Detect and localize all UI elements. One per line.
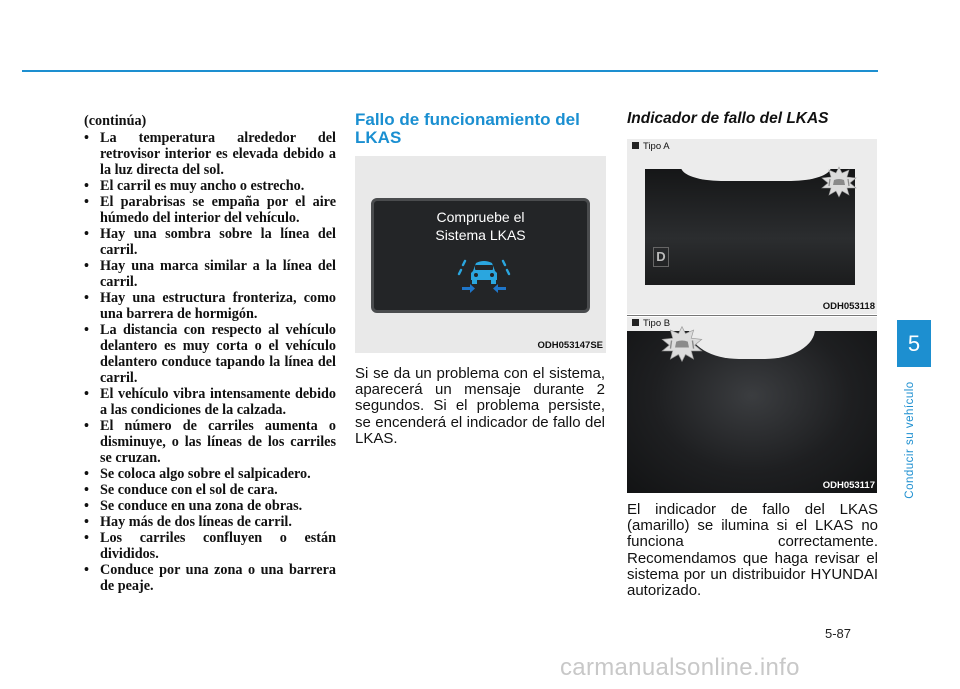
- cluster-message-screen: [371, 198, 590, 313]
- square-bullet-icon: [632, 142, 639, 149]
- condition-item: • El número de carriles aumenta o disminuye, o las líneas de los carriles se cruzan.: [84, 418, 336, 466]
- condition-item: • Hay más de dos líneas de carril.: [84, 514, 336, 530]
- message-line-1: Compruebe el: [436, 209, 525, 225]
- lkas-fault-warning-icon: [660, 325, 704, 363]
- conditions-column: [84, 113, 336, 594]
- display-top-cutout: [681, 167, 831, 181]
- condition-item: • Conduce por una zona o una barrera de peaje.: [84, 562, 336, 594]
- chapter-tab: 5: [897, 320, 931, 367]
- conditions-list: [84, 130, 336, 594]
- type-a-text: Tipo A: [643, 141, 670, 152]
- type-b-figure: [627, 317, 877, 493]
- section-heading-indicator: Indicador de fallo del LKAS: [627, 110, 829, 127]
- figure-separator: [627, 315, 877, 316]
- lkas-lane-icon: [456, 257, 512, 297]
- indicator-paragraph: El indicador de fallo del LKAS (amarillo) se ilumina si el LKAS no funciona correctamente. Recomendamos que haga revisar el sistema por un distribuidor HYUNDAI autorizado.: [627, 501, 878, 600]
- condition-item: • La temperatura alrededor del retrovisor interior es elevada debido a la luz directa del sol.: [84, 130, 336, 178]
- square-bullet-icon: [632, 319, 639, 326]
- type-b-text: Tipo B: [643, 318, 671, 329]
- gear-indicator: D: [653, 247, 669, 267]
- condition-item: • El carril es muy ancho o estrecho.: [84, 178, 336, 194]
- lkas-message-figure: [355, 156, 606, 353]
- condition-item: • Los carriles confluyen o están divididos.: [84, 530, 336, 562]
- condition-item: • La distancia con respecto al vehículo delantero es muy corta o el vehículo delantero conduce tapando la línea del carril.: [84, 322, 336, 386]
- watermark: carmanualsonline.info: [560, 654, 800, 681]
- display-top-cutout: [689, 329, 815, 359]
- condition-item: • El parabrisas se empaña por el aire húmedo del interior del vehículo.: [84, 194, 336, 226]
- condition-item: • Hay una sombra sobre la línea del carril.: [84, 226, 336, 258]
- type-b-caption: ODH053117: [822, 480, 875, 491]
- section-heading-malfunction: Fallo de funcionamiento del LKAS: [355, 110, 580, 147]
- condition-item: • Se conduce con el sol de cara.: [84, 482, 336, 498]
- condition-item: • Hay una estructura fronteriza, como una barrera de hormigón.: [84, 290, 336, 322]
- type-a-caption: ODH053118: [822, 301, 875, 312]
- header-rule: [22, 70, 878, 72]
- chapter-side-label: [904, 370, 924, 510]
- lkas-fault-warning-icon: [820, 166, 858, 198]
- condition-item: • El vehículo vibra intensamente debido a las condiciones de la calzada.: [84, 386, 336, 418]
- malfunction-paragraph: Si se da un problema con el sistema, aparecerá un mensaje durante 2 segundos. Si el problema persiste, se encenderá el indicador de fallo del LKAS.: [355, 365, 605, 447]
- type-a-label: [632, 141, 670, 152]
- message-line-2: Sistema LKAS: [435, 227, 526, 243]
- type-a-figure: [627, 139, 877, 314]
- page-number: 5-87: [825, 626, 852, 641]
- chapter-side-text: Conducir su vehículo: [904, 381, 916, 499]
- condition-item: • Se conduce en una zona de obras.: [84, 498, 336, 514]
- continued-label: (continúa): [84, 113, 147, 129]
- condition-item: • Hay una marca similar a la línea del carril.: [84, 258, 336, 290]
- figure-caption: ODH053147SE: [537, 340, 603, 351]
- condition-item: • Se coloca algo sobre el salpicadero.: [84, 466, 336, 482]
